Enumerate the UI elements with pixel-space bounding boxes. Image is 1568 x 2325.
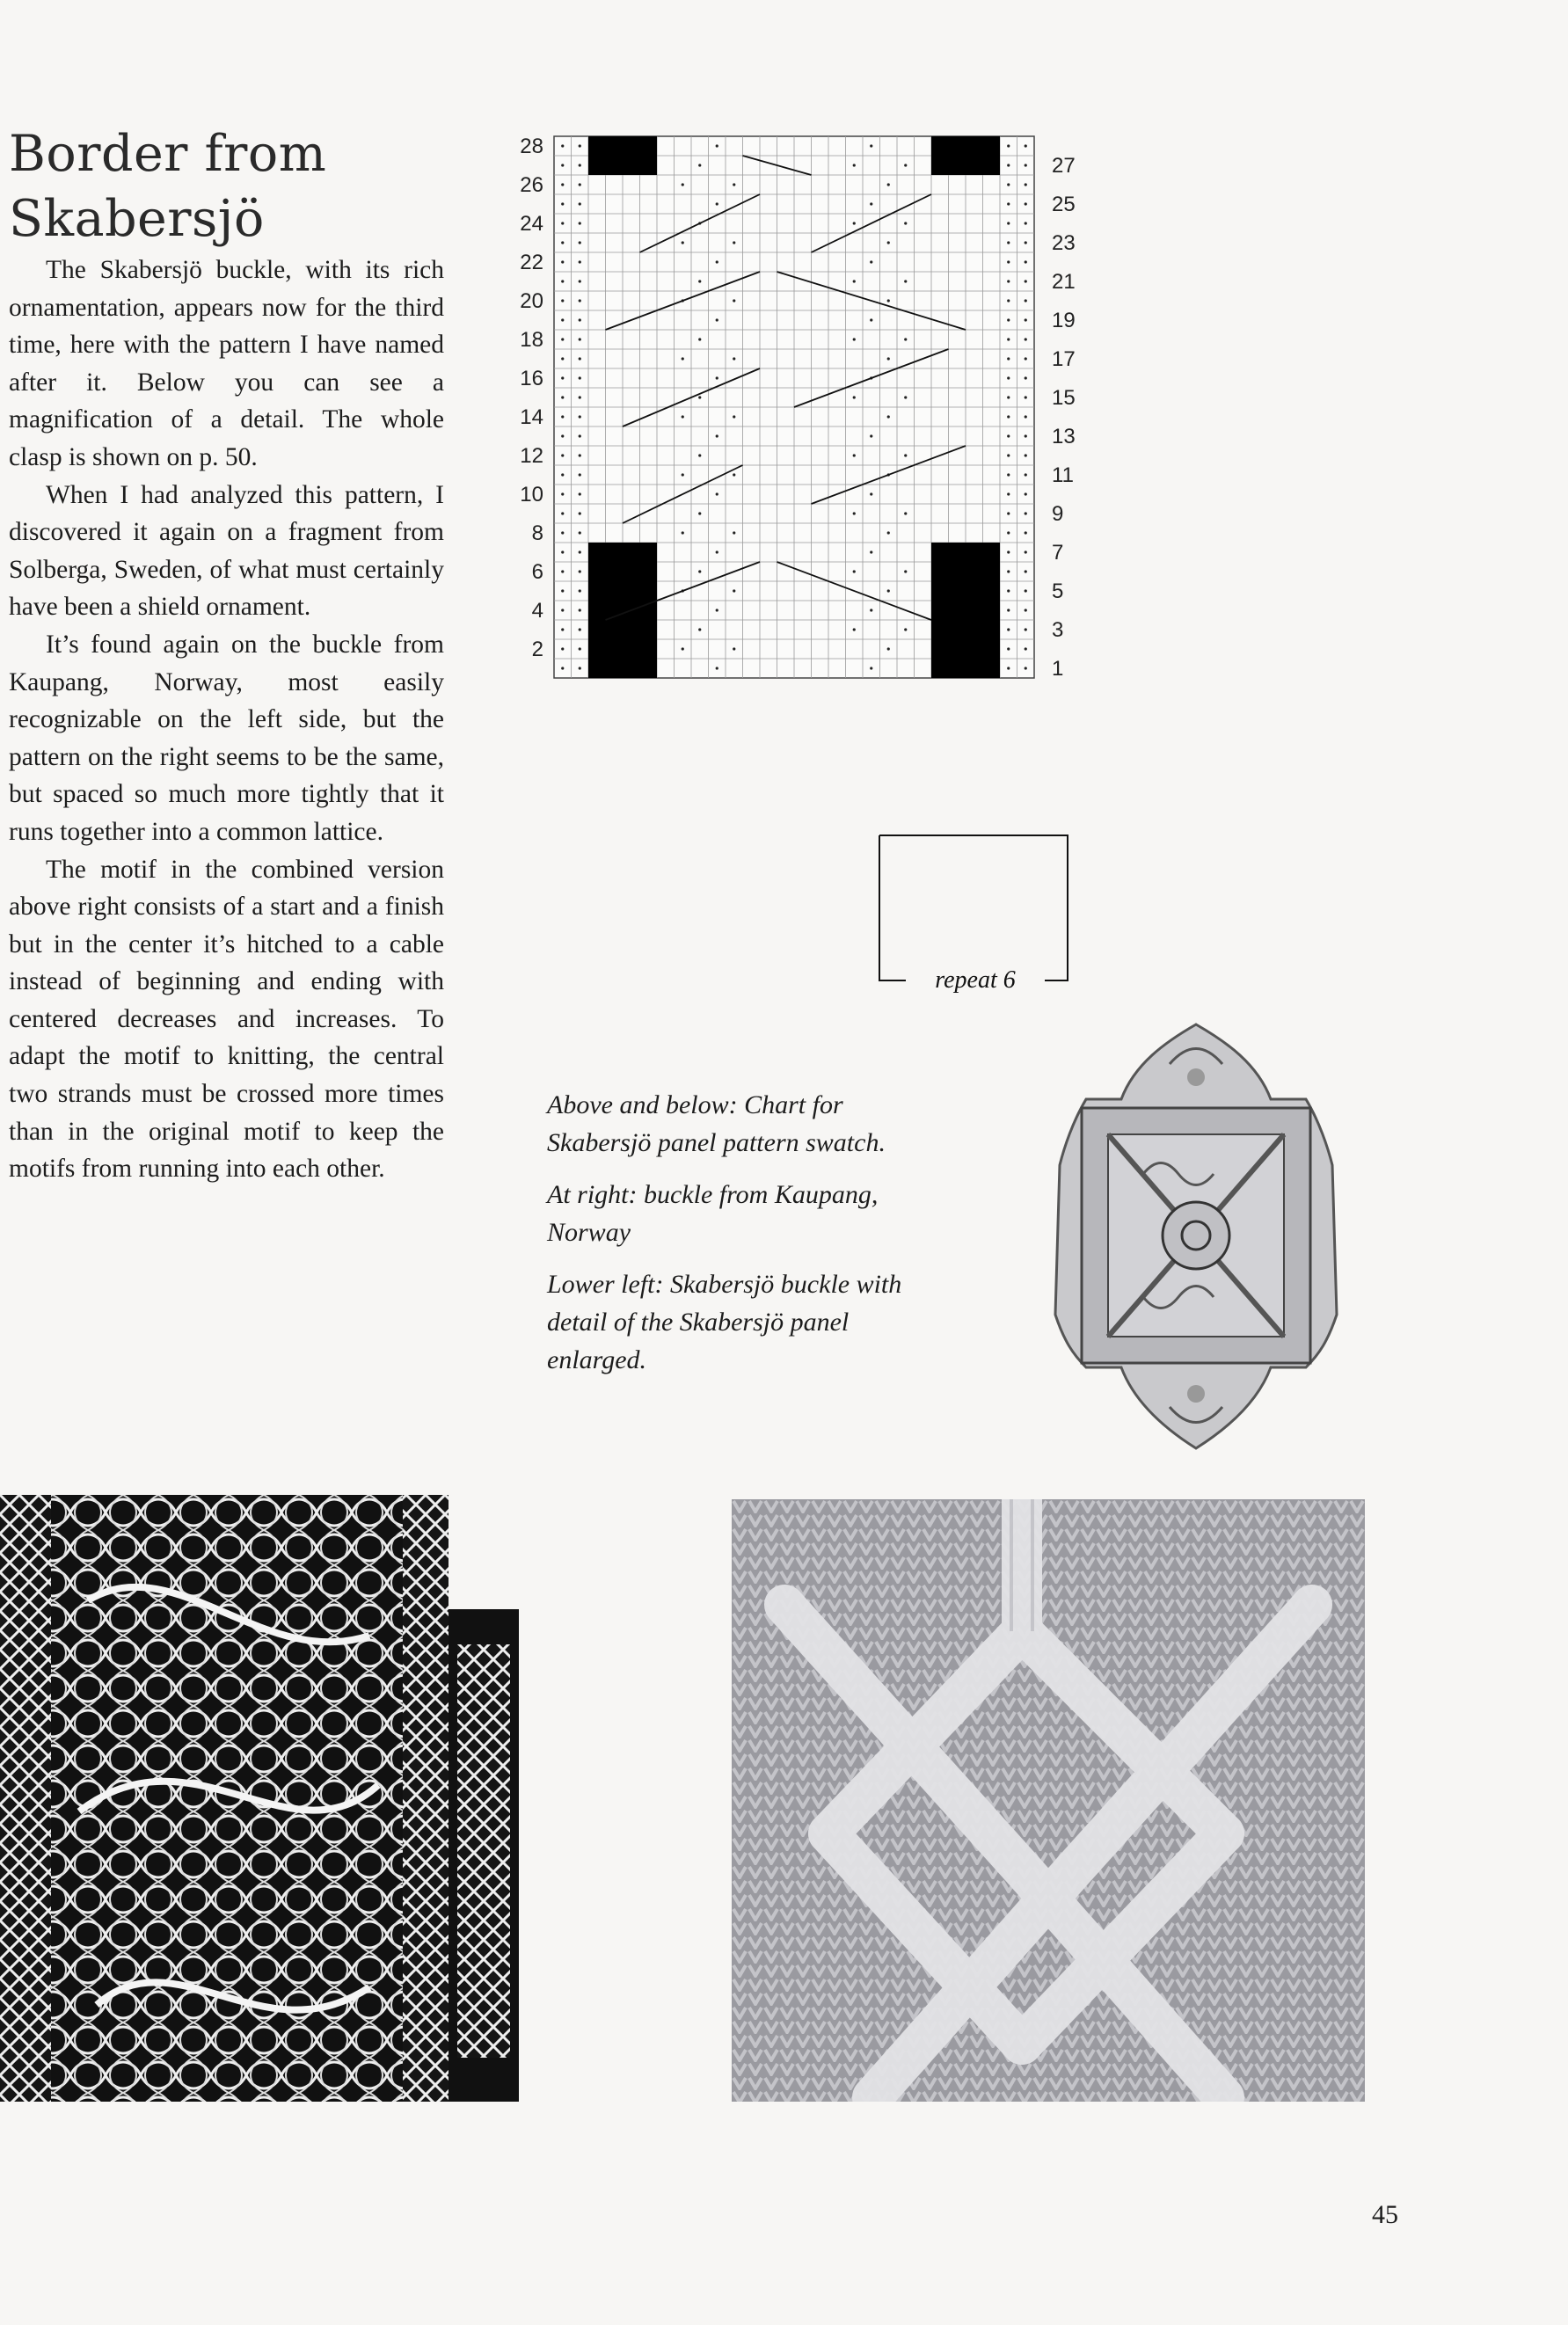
row-label-right: 5 <box>1052 579 1064 603</box>
row-label-left: 6 <box>531 560 543 584</box>
paragraph: The Skabersjö buckle, with its rich ornamentation, appears now for the third time, here with the pattern I have named after it. Below you can see a magnification of a detail. The whole clasp is shown on p. 50. <box>9 256 444 471</box>
row-label-left: 16 <box>520 367 543 390</box>
row-label-right: 9 <box>1052 502 1064 526</box>
repeat-label: repeat 6 <box>935 966 1016 994</box>
figure-captions <box>547 1086 934 1393</box>
row-label-left: 8 <box>531 521 543 545</box>
title-line-2: Skabersjö <box>9 190 265 248</box>
skabersjo-buckle-detail-image <box>0 1495 528 2102</box>
row-label-left: 20 <box>520 289 543 313</box>
row-label-right: 21 <box>1052 270 1076 294</box>
title-line-1: Border from <box>9 125 327 183</box>
row-label-left: 24 <box>520 212 543 236</box>
row-label-right: 19 <box>1052 309 1076 332</box>
chart-grid <box>554 136 1034 678</box>
row-label-right: 1 <box>1052 657 1064 681</box>
row-label-right: 3 <box>1052 618 1064 642</box>
knitted-swatch-image <box>732 1499 1365 2102</box>
row-label-right: 11 <box>1052 463 1074 487</box>
repeat-bracket <box>879 835 1068 994</box>
row-label-right: 15 <box>1052 386 1076 410</box>
row-label-left: 22 <box>520 251 543 274</box>
page-number: 45 <box>1372 2200 1398 2229</box>
row-label-left: 18 <box>520 328 543 352</box>
page-title <box>9 121 431 251</box>
paragraph: It’s found again on the buckle from Kaupang, Norway, most easily recognizable on the left side, but the pattern on the right seems to be the same, but spaced so much more tightly that it runs together into a common lattice. <box>9 630 444 846</box>
row-label-left: 2 <box>531 638 543 661</box>
row-label-left: 28 <box>520 135 543 158</box>
paragraph: When I had analyzed this pattern, I discovered it again on a fragment from Solberga, Sweden, of what must certainly have been a shield ornament. <box>9 480 444 622</box>
caption-chart: Above and below: Chart for Skabersjö panel pattern swatch. <box>547 1090 886 1157</box>
row-label-right: 27 <box>1052 154 1076 178</box>
row-label-right: 23 <box>1052 231 1076 255</box>
body-text <box>9 251 444 1188</box>
row-label-left: 4 <box>531 599 543 623</box>
caption-skabersjo: Lower left: Skabersjö buckle with detail of the Skabersjö panel enlarged. <box>547 1270 902 1374</box>
row-label-right: 13 <box>1052 425 1076 448</box>
knitting-chart <box>492 123 1416 1002</box>
row-label-right: 7 <box>1052 541 1064 565</box>
paragraph: The motif in the combined version above right consists of a start and a finish but in the center it’s hitched to a cable instead of beginning and ending with centered decreases and increases. To adapt the motif to knitting, the central two strands must be crossed more times than in the original motif to keep the motifs from running into each other. <box>9 855 444 1184</box>
caption-kaupang: At right: buckle from Kaupang, Norway <box>547 1180 879 1247</box>
row-label-left: 26 <box>520 173 543 197</box>
row-label-right: 17 <box>1052 347 1076 371</box>
row-label-left: 14 <box>520 405 543 429</box>
row-label-right: 25 <box>1052 193 1076 216</box>
row-label-left: 12 <box>520 444 543 468</box>
kaupang-buckle-image <box>1038 1016 1354 1455</box>
row-label-left: 10 <box>520 483 543 507</box>
